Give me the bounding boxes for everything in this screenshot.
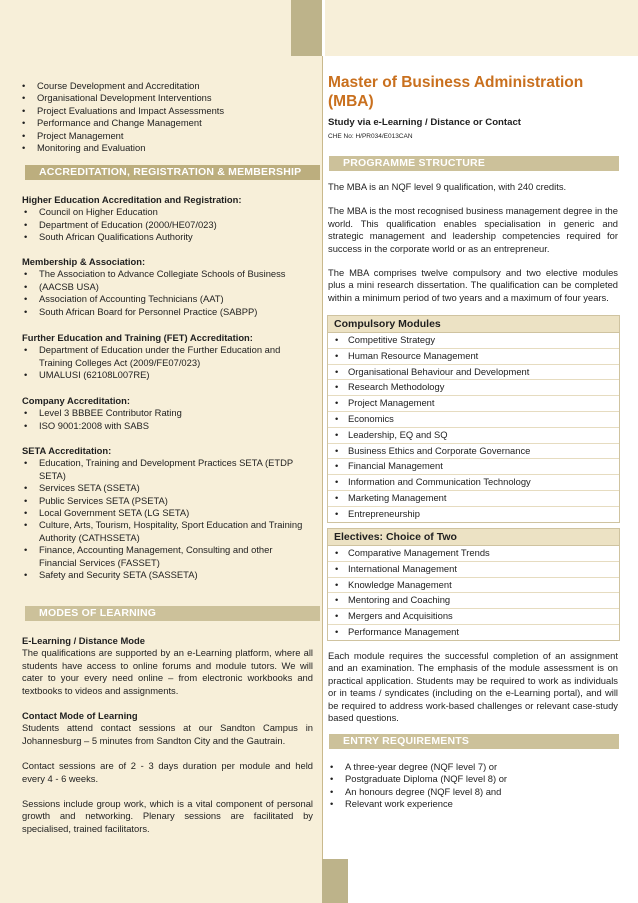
top-band-cream-left	[0, 0, 291, 56]
programme-paragraph-2: The MBA is the most recognised business management degree in the world. This qualification enables specialisation in generic and strategic management and leadership competencies required for success in the corporate world or as an entrepreneur.	[328, 205, 618, 254]
table-row: • Comparative Management Trends	[328, 546, 619, 562]
top-band-cream-right	[325, 0, 638, 56]
list-item	[22, 281, 316, 293]
contact-title: Contact Mode of Learning	[22, 710, 138, 722]
list-item	[22, 532, 316, 544]
list-item: • Department of Education under the Further Education and	[22, 344, 316, 356]
intro-bullet-list	[20, 80, 316, 154]
continuation-text: (AACSB USA)	[39, 280, 99, 292]
modes-section	[22, 635, 313, 835]
table-row: • Human Resource Management	[328, 349, 619, 365]
list-item: • Performance and Change Management	[20, 117, 316, 129]
programme-paragraph-1: The MBA is an NQF level 9 qualification, with 240 credits.	[328, 181, 567, 192]
spacer	[22, 697, 313, 710]
elearning-text: The qualifications are supported by an e-Learning platform, where all students have access to online forums and module tutors. We will cater to your every need online – from electronic workbooks and textbooks to videos and assignments.	[22, 647, 313, 696]
list-item: • South African Board for Personnel Practice (SABPP)	[22, 306, 316, 318]
list-item	[22, 557, 316, 569]
company-title: Company Accreditation:	[22, 395, 130, 406]
list-item	[22, 470, 316, 482]
che-number: CHE No: H/PR034/E013CAN	[328, 133, 413, 141]
list-item: • Culture, Arts, Tourism, Hospitality, Sport Education and Training	[22, 519, 316, 531]
entry-requirements-list	[328, 761, 618, 811]
list-item: • UMALUSI (62108L007RE)	[22, 369, 316, 381]
sessions-text-1: Contact sessions are of 2 - 3 days duration per module and held every 4 - 6 weeks.	[22, 760, 313, 784]
top-band	[0, 0, 638, 56]
table-row: • Information and Communication Technology	[328, 475, 619, 491]
accreditation-header: ACCREDITATION, REGISTRATION & MEMBERSHIP	[25, 165, 320, 180]
continuation-text: Financial Services (FASSET)	[39, 556, 160, 568]
list-item: • Level 3 BBBEE Contributor Rating	[22, 407, 316, 419]
table-row: • Business Ethics and Corporate Governance	[328, 444, 619, 460]
programme-text	[328, 181, 618, 304]
electives-table	[327, 528, 620, 641]
table-row: • Marketing Management	[328, 491, 619, 507]
compulsory-modules-title: Compulsory Modules	[328, 316, 619, 333]
list-item: • Local Government SETA (LG SETA)	[22, 507, 316, 519]
spacer	[22, 785, 313, 798]
list-item: • Association of Accounting Technicians (AAT)	[22, 293, 316, 305]
bottom-band-right	[348, 859, 638, 903]
study-mode: Study via e-Learning / Distance or Contact	[328, 117, 521, 128]
table-row: • Performance Management	[328, 625, 619, 640]
list-item: • Council on Higher Education	[22, 206, 316, 218]
list-item: • An honours degree (NQF level 8) and	[328, 786, 618, 798]
list-item: • Course Development and Accreditation	[20, 80, 316, 92]
programme-structure-header: PROGRAMME STRUCTURE	[329, 156, 619, 171]
table-row: • Competitive Strategy	[328, 333, 619, 349]
table-row: • Project Management	[328, 396, 619, 412]
table-row: • Entrepreneurship	[328, 507, 619, 522]
mba-title	[328, 73, 628, 111]
list-item: • Finance, Accounting Management, Consulting and other	[22, 544, 316, 556]
list-item: • Department of Education (2000/HE07/023)	[22, 219, 316, 231]
electives-title: Electives: Choice of Two	[328, 529, 619, 546]
spacer	[328, 255, 618, 267]
assessment-text	[328, 650, 618, 724]
spacer	[22, 747, 313, 760]
table-row: • Leadership, EQ and SQ	[328, 428, 619, 444]
top-band-khaki	[291, 0, 322, 56]
bottom-band-left	[0, 859, 322, 903]
fet-title: Further Education and Training (FET) Accreditation:	[22, 332, 253, 343]
table-row: • International Management	[328, 562, 619, 578]
table-row: • Organisational Behaviour and Development	[328, 365, 619, 381]
list-item: • South African Qualifications Authority	[22, 231, 316, 243]
seta-title: SETA Accreditation:	[22, 445, 112, 456]
list-item: • Public Services SETA (PSETA)	[22, 495, 316, 507]
assessment-paragraph: Each module requires the successful completion of an assignment and an examination. The emphasis of the module assessment is on practical application. Students may be required to work as individuals or in teams / syndicates (including on the e-Learning portal), and will be required to address work-based challenges or relevant case-study based questions.	[328, 650, 618, 724]
list-item: • The Association to Advance Collegiate Schools of Business	[22, 268, 316, 280]
spacer	[328, 193, 618, 205]
compulsory-modules-table	[327, 315, 620, 523]
contact-text: Students attend contact sessions at our Sandton Campus in Johannesburg – 5 minutes from Sandton City and the Gautrain.	[22, 722, 313, 746]
table-row: • Financial Management	[328, 459, 619, 475]
accreditation-section	[22, 194, 316, 244]
list-item: • Project Evaluations and Impact Assessments	[20, 105, 316, 117]
list-item: • Project Management	[20, 130, 316, 142]
elearning-title: E-Learning / Distance Mode	[22, 635, 145, 646]
mba-title-line-2: (MBA)	[328, 93, 374, 110]
mba-title-line-1: Master of Business Administration	[328, 74, 584, 91]
list-item: • Postgraduate Diploma (NQF level 8) or	[328, 773, 618, 785]
continuation-text: Authority (CATHSSETA)	[39, 531, 140, 543]
list-item: • Services SETA (SSETA)	[22, 482, 316, 494]
membership-section	[22, 256, 316, 318]
list-item: • Monitoring and Evaluation	[20, 142, 316, 154]
fet-section	[22, 332, 316, 382]
table-row: • Research Methodology	[328, 380, 619, 396]
entry-requirements-header: ENTRY REQUIREMENTS	[329, 734, 619, 749]
list-item: • A three-year degree (NQF level 7) or	[328, 761, 618, 773]
sessions-text-2: Sessions include group work, which is a vital component of personal growth and networking. Plenary sessions are facilitated by specialised, trained facilitators.	[22, 798, 313, 834]
list-item: • ISO 9001:2008 with SABS	[22, 420, 316, 432]
list-item: • Relevant work experience	[328, 798, 618, 810]
list-item: • Organisational Development Interventions	[20, 92, 316, 104]
table-row: • Mergers and Acquisitions	[328, 609, 619, 625]
continuation-text: Training Colleges Act (2009/FE07/023)	[39, 356, 201, 368]
table-row: • Knowledge Management	[328, 578, 619, 594]
bottom-band-khaki	[322, 859, 348, 903]
company-section	[22, 395, 316, 432]
continuation-text: SETA)	[39, 469, 66, 481]
list-item: • Safety and Security SETA (SASSETA)	[22, 569, 316, 581]
seta-section	[22, 445, 316, 581]
programme-paragraph-3: The MBA comprises twelve compulsory and two elective modules plus a mini research dissertation. The qualification can be completed within a minimum period of two years and a maximum of four years.	[328, 267, 618, 303]
column-divider	[322, 56, 323, 859]
list-item	[22, 357, 316, 369]
table-row: • Mentoring and Coaching	[328, 593, 619, 609]
study-mode-block	[328, 117, 628, 143]
list-item: • Education, Training and Development Practices SETA (ETDP	[22, 457, 316, 469]
membership-title: Membership & Association:	[22, 256, 146, 267]
table-row: • Economics	[328, 412, 619, 428]
he-title: Higher Education Accreditation and Registration:	[22, 194, 242, 205]
modes-of-learning-header: MODES OF LEARNING	[25, 606, 320, 621]
